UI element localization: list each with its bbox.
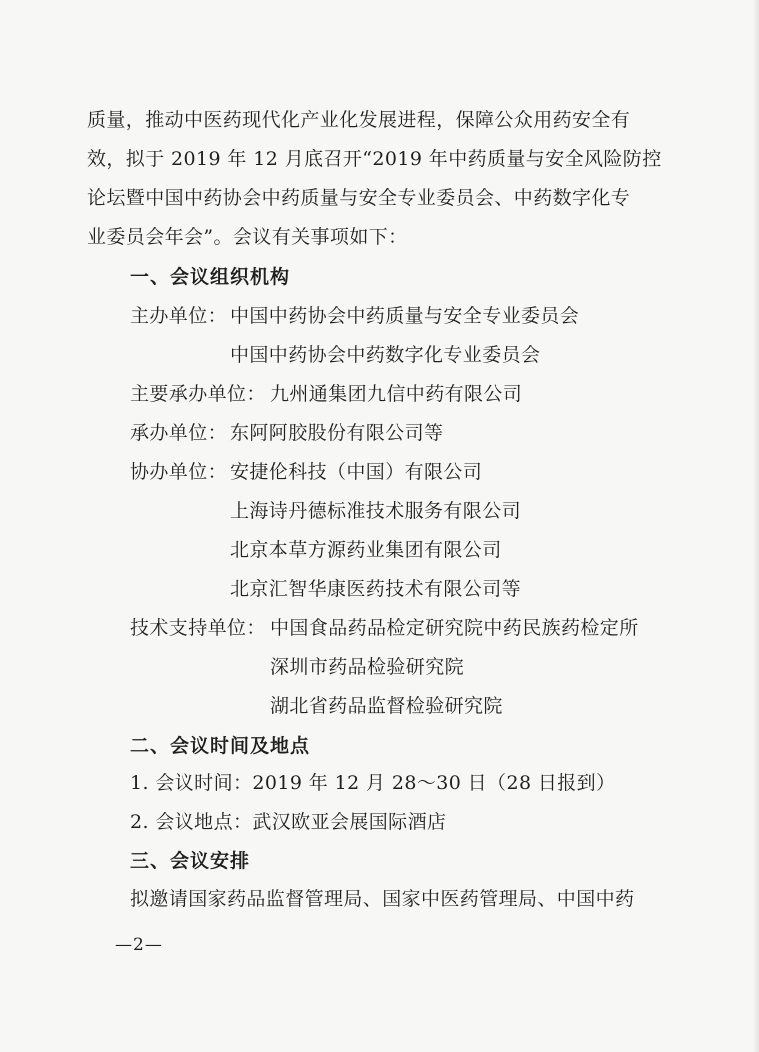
section-heading-organization: 一、会议组织机构 (130, 266, 291, 288)
co-organizer-label: 协办单位： (130, 461, 228, 483)
co-organizer-value-3: 北京本草方源药业集团有限公司 (230, 539, 502, 561)
meeting-time: 1. 会议时间：2019 年 12 月 28～30 日（28 日报到） (130, 772, 616, 794)
main-organizer-label: 主要承办单位： (130, 383, 266, 405)
host-label: 主办单位： (130, 305, 228, 327)
scan-edge-shadow (753, 0, 759, 1052)
co-organizer-value-4: 北京汇智华康医药技术有限公司等 (230, 578, 522, 600)
meeting-place: 2. 会议地点：武汉欧亚会展国际酒店 (130, 811, 447, 833)
tech-support-value-2: 深圳市药品检验研究院 (270, 656, 465, 678)
host-value-1: 中国中药协会中药质量与安全专业委员会 (230, 305, 580, 327)
tech-support-value-1: 中国食品药品检定研究院中药民族药检定所 (270, 617, 639, 639)
intro-line-3: 论坛暨中国中药协会中药质量与安全专业委员会、中药数字化专 (87, 187, 631, 209)
intro-line-1: 质量，推动中医药现代化产业化发展进程，保障公众用药安全有 (87, 109, 631, 131)
host-value-2: 中国中药协会中药数字化专业委员会 (230, 344, 541, 366)
tech-support-label: 技术支持单位： (130, 617, 266, 639)
intro-line-2: 效，拟于 2019 年 12 月底召开“2019 年中药质量与安全风险防控 (87, 148, 662, 170)
organizer-label: 承办单位： (130, 422, 228, 444)
organizer-value: 东阿阿胶股份有限公司等 (230, 422, 444, 444)
page-number: —2— (115, 935, 163, 955)
arrangement-text: 拟邀请国家药品监督管理局、国家中医药管理局、中国中药 (130, 888, 635, 910)
section-heading-arrangement: 三、会议安排 (130, 850, 251, 872)
tech-support-value-3: 湖北省药品监督检验研究院 (270, 695, 503, 717)
section-heading-time-place: 二、会议时间及地点 (130, 735, 311, 757)
co-organizer-value-2: 上海诗丹德标准技术服务有限公司 (230, 500, 522, 522)
co-organizer-value-1: 安捷伦科技（中国）有限公司 (230, 461, 483, 483)
intro-line-4: 业委员会年会”。会议有关事项如下： (87, 226, 408, 248)
main-organizer-value: 九州通集团九信中药有限公司 (270, 383, 523, 405)
